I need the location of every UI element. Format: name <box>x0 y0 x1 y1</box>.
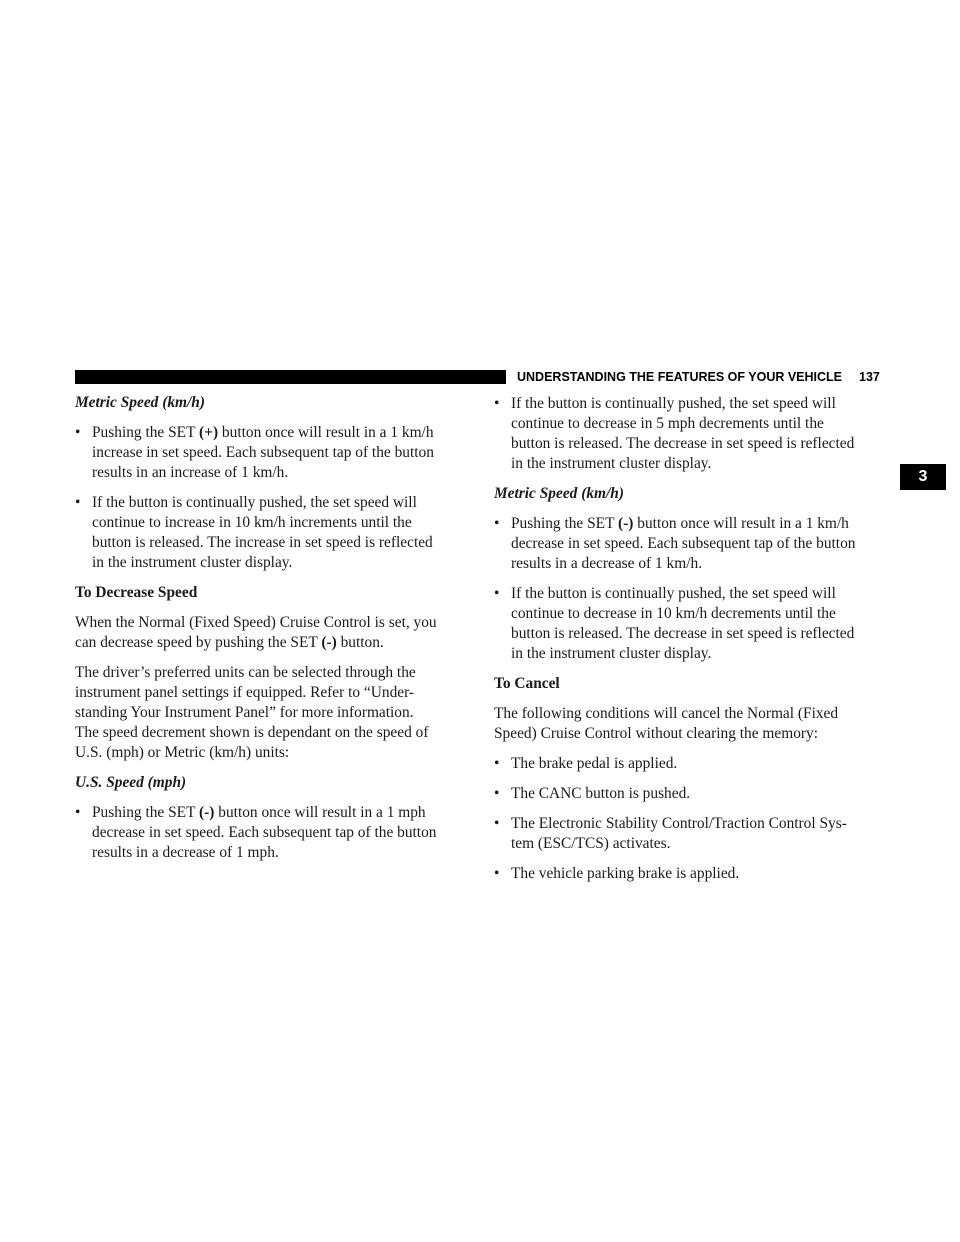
list-item: • The Electronic Stability Control/Traction Control Sys- tem (ESC/TCS) activates. <box>494 815 847 852</box>
bullet-icon: • <box>494 785 500 802</box>
list-item: • Pushing the SET (+) button once will result in a 1 km/h increase in set speed. Each subsequent tap of the button results in an increase of 1 km/h. <box>75 424 434 481</box>
minus-symbol: (-) <box>321 634 337 651</box>
decrease-paragraph: When the Normal (Fixed Speed) Cruise Control is set, you can decrease speed by pushing the SET (-) button. <box>75 614 437 651</box>
list-item: • The brake pedal is applied. <box>494 755 678 772</box>
bullet-icon: • <box>494 585 500 602</box>
bullet-icon: • <box>494 395 500 412</box>
list-item: • If the button is continually pushed, the set speed will continue to decrease in 10 km/h decrements until the button is released. The decrease in set speed is reflected in the instrument cluster display. <box>494 585 855 662</box>
page-number: 137 <box>859 370 880 384</box>
left-column <box>75 393 463 873</box>
list-item: • The CANC button is pushed. <box>494 785 691 802</box>
list-item: • Pushing the SET (-) button once will result in a 1 mph decrease in set speed. Each subsequent tap of the button results in a decrease of 1 mph. <box>75 804 437 861</box>
bullet-icon: • <box>75 804 81 821</box>
us-speed-heading: U.S. Speed (mph) <box>75 774 187 791</box>
metric-speed-heading: Metric Speed (km/h) <box>494 485 624 502</box>
cancel-heading: To Cancel <box>494 675 560 692</box>
list-item: • If the button is continually pushed, the set speed will continue to increase in 10 km/h increments until the button is released. The increase in set speed is reflected in the instrument cluster display. <box>75 494 433 571</box>
header-rule-bar <box>75 370 506 384</box>
bullet-icon: • <box>494 755 500 772</box>
bullet-icon: • <box>494 515 500 532</box>
bullet-icon: • <box>494 815 500 832</box>
plus-symbol: (+) <box>199 424 219 441</box>
list-item: • The vehicle parking brake is applied. <box>494 865 740 882</box>
cancel-paragraph: The following conditions will cancel the Normal (Fixed Speed) Cruise Control without clearing the memory: <box>494 705 839 742</box>
decrease-speed-heading: To Decrease Speed <box>75 584 198 601</box>
list-item: • Pushing the SET (-) button once will result in a 1 km/h decrease in set speed. Each subsequent tap of the button results in a decrease of 1 km/h. <box>494 515 856 572</box>
units-paragraph: The driver’s preferred units can be selected through the instrument panel settings if equipped. Refer to “Under- standing Your Instrument Panel” for more information. The speed decrement shown is dependant on the speed of U.S. (mph) or Metric (km/h) units: <box>75 664 429 761</box>
list-item: • If the button is continually pushed, the set speed will continue to decrease in 5 mph decrements until the button is released. The decrease in set speed is reflected in the instrument cluster display. <box>494 395 855 472</box>
bullet-icon: • <box>494 865 500 882</box>
metric-speed-heading: Metric Speed (km/h) <box>75 394 205 411</box>
minus-symbol: (-) <box>199 804 215 821</box>
right-column <box>494 393 882 894</box>
chapter-tab: 3 <box>900 464 946 490</box>
bullet-icon: • <box>75 424 81 441</box>
bullet-icon: • <box>75 494 81 511</box>
minus-symbol: (-) <box>618 515 634 532</box>
section-header-title: UNDERSTANDING THE FEATURES OF YOUR VEHICLE <box>517 370 843 384</box>
